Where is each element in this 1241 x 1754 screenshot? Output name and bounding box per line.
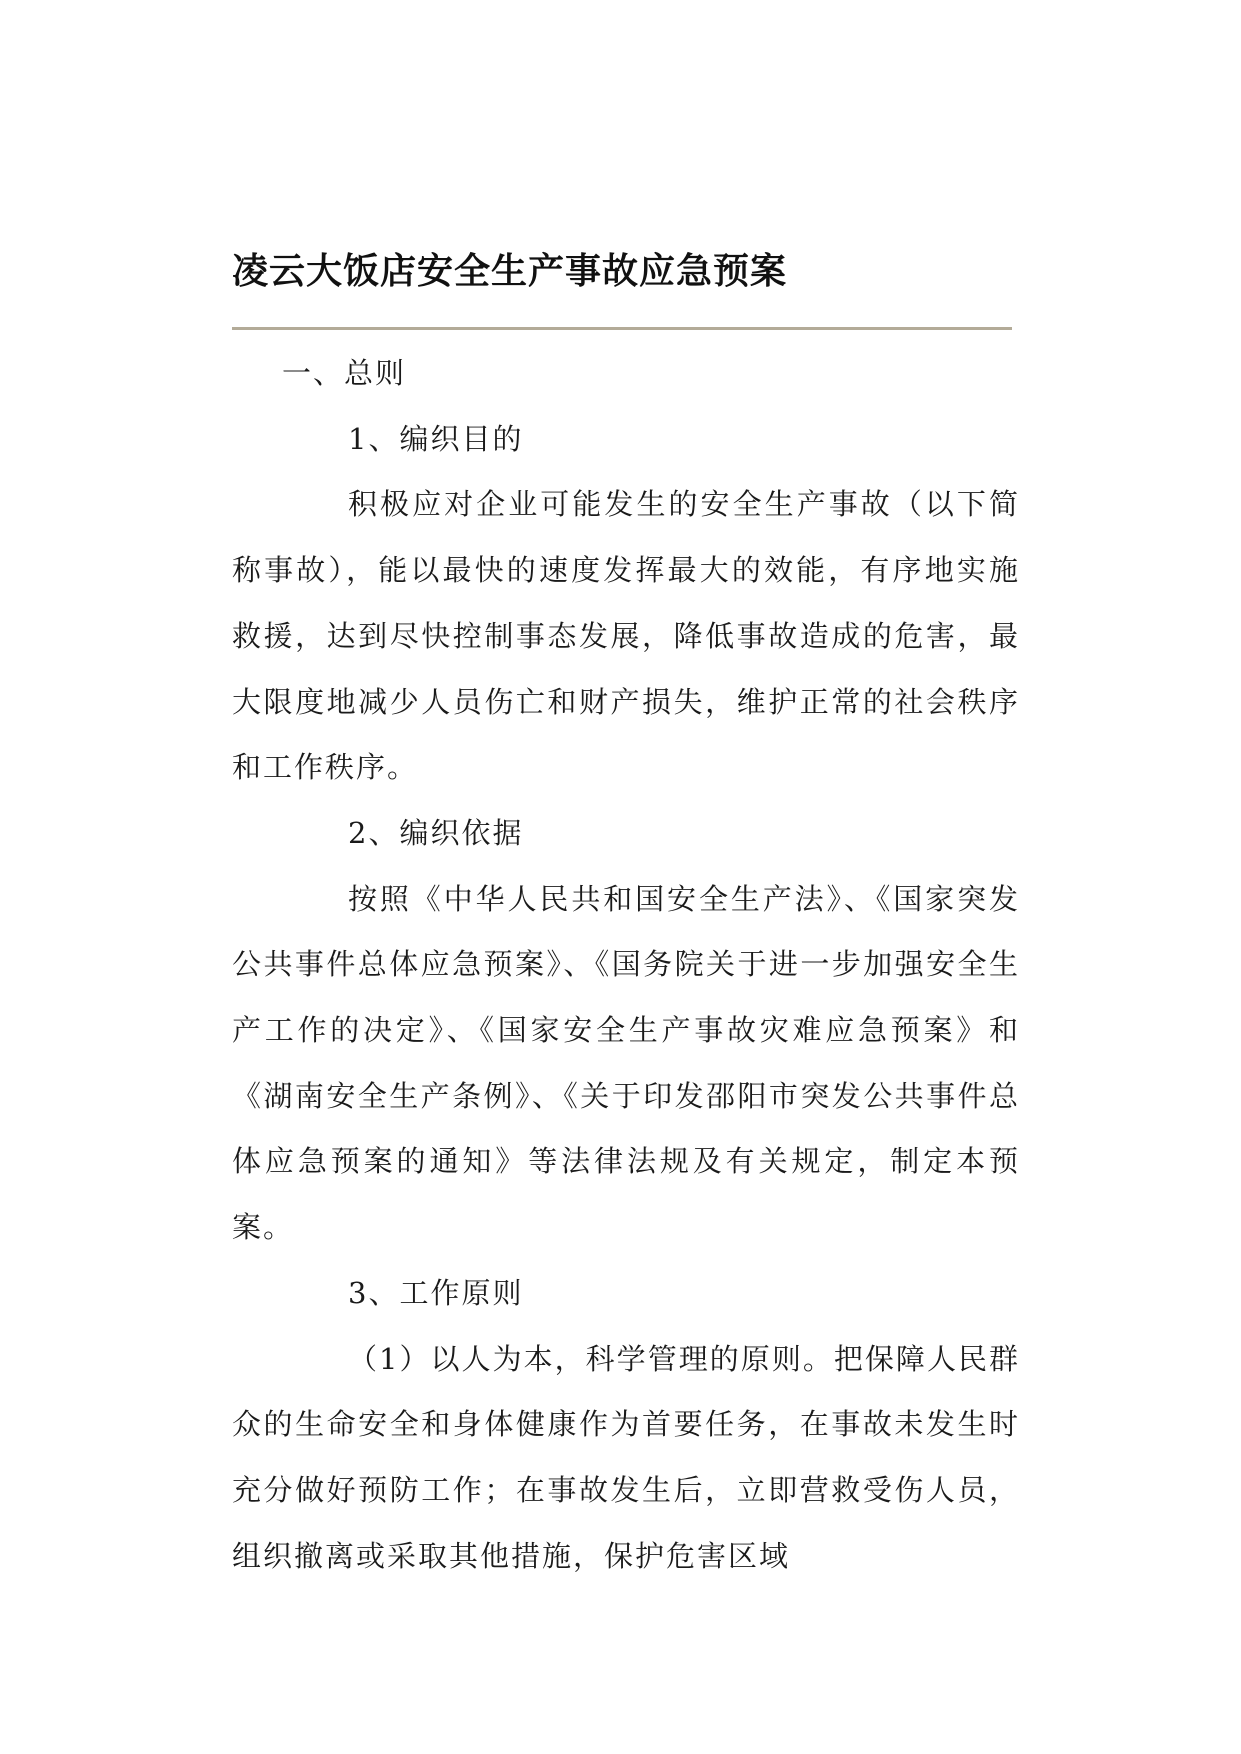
subsection-heading-principles: 3、工作原则 <box>348 1275 524 1310</box>
section-heading-general: 一、总则 <box>282 356 407 390</box>
document-body <box>232 341 1020 1589</box>
title-divider <box>232 327 1012 330</box>
document-title: 凌云大饭店安全生产事故应急预案 <box>232 251 788 292</box>
subsection-heading-purpose: 1、编织目的 <box>348 421 524 456</box>
paragraph-basis: 按照《中华人民共和国安全生产法》、《国家突发公共事件总体应急预案》、《国务院关于进一步加强安全生产工作的决定》、《国家安全生产事故灾难应急预案》和《湖南安全生产条例》、《关于印发邵阳市突发公共事件总体应急预案的通知》等法律法规及有关规定，制定本预案。 <box>232 881 1020 1245</box>
paragraph-purpose: 积极应对企业可能发生的安全生产事故（以下简称事故），能以最快的速度发挥最大的效能，有序地实施救援，达到尽快控制事态发展，降低事故造成的危害，最大限度地减少人员伤亡和财产损失，维护正常的社会秩序和工作秩序。 <box>232 487 1020 785</box>
paragraph-principle-1: （1）以人为本，科学管理的原则。把保障人民群众的生命安全和身体健康作为首要任务，在事故未发生时充分做好预防工作；在事故发生后，立即营救受伤人员，组织撤离或采取其他措施，保护危害区域 <box>232 1341 1020 1573</box>
subsection-heading-basis: 2、编织依据 <box>348 815 524 850</box>
